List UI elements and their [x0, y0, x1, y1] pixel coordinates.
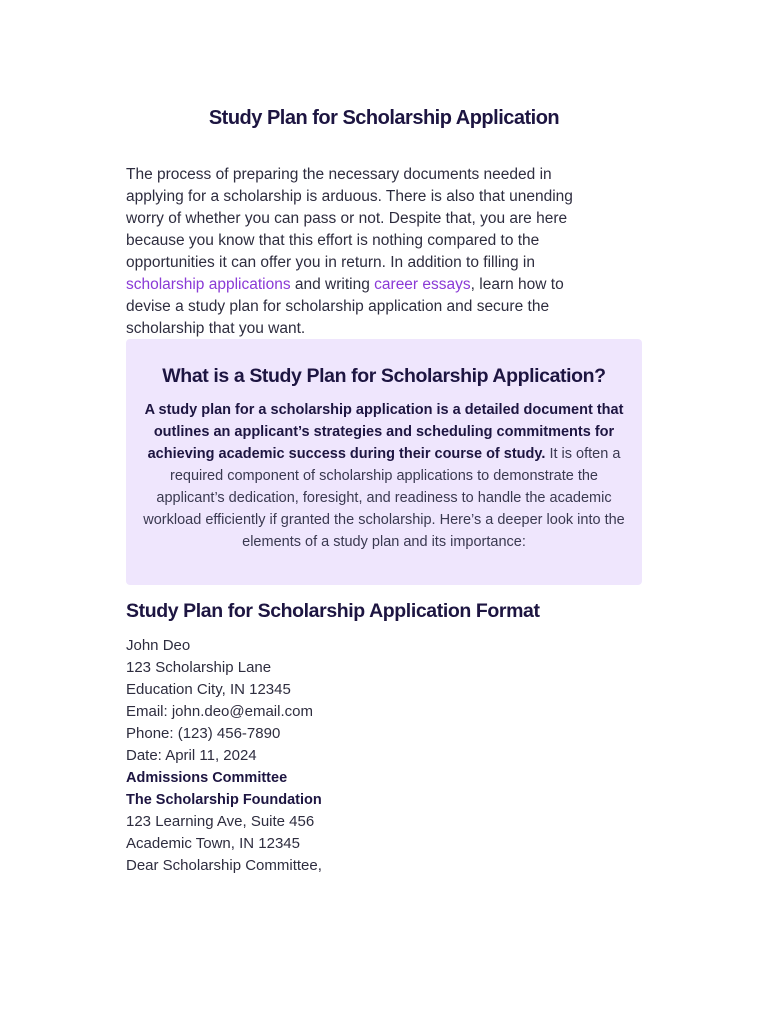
salutation: Dear Scholarship Committee, [126, 857, 322, 874]
recipient-committee: Admissions Committee [126, 770, 288, 786]
sender-phone: Phone: (123) 456-7890 [126, 725, 281, 742]
scholarship-applications-link[interactable]: scholarship applications [126, 276, 291, 293]
intro-text-end: , learn how to devise a study plan for scholarship application and secure the scholarship that you want. [126, 276, 564, 337]
callout-heading: What is a Study Plan for Scholarship Application? [162, 365, 606, 387]
callout-bold-text: A study plan for a scholarship application is a detailed document that outlines an applicant’s strategies and scheduling commitments for achieving academic success during their course of study. [144, 402, 624, 462]
callout-paragraph [138, 399, 630, 553]
sender-street: 123 Scholarship Lane [126, 659, 272, 676]
intro-text-start: The process of preparing the necessary documents needed in applying for a scholarship is arduous. There is also that unending worry of whether you can pass or not. Despite that, you are here because you know that this effort is nothing compared to the opportunities it can offer you in return. In addition to filling in [126, 166, 573, 271]
letter-block [126, 635, 642, 877]
page-title: Study Plan for Scholarship Application [208, 107, 560, 129]
sender-name: John Deo [126, 637, 191, 654]
recipient-organization: The Scholarship Foundation [126, 792, 322, 808]
intro-text-middle: and writing [290, 276, 375, 293]
definition-callout [126, 339, 642, 585]
intro-paragraph [126, 164, 596, 340]
recipient-street: 123 Learning Ave, Suite 456 [126, 813, 315, 830]
letter-date: Date: April 11, 2024 [126, 747, 257, 764]
recipient-city: Academic Town, IN 12345 [126, 835, 300, 852]
sender-city: Education City, IN 12345 [126, 681, 291, 698]
sender-email: Email: john.deo@email.com [126, 703, 313, 720]
career-essays-link[interactable]: career essays [374, 276, 471, 293]
callout-regular-text: It is often a required component of scholarship applications to demonstrate the applicant’s dedication, foresight, and readiness to handle the academic workload efficiently if granted the scholarship. Here’s a deeper look into the elements of a study plan and its importance: [143, 446, 625, 550]
format-heading: Study Plan for Scholarship Application Format [126, 600, 540, 622]
